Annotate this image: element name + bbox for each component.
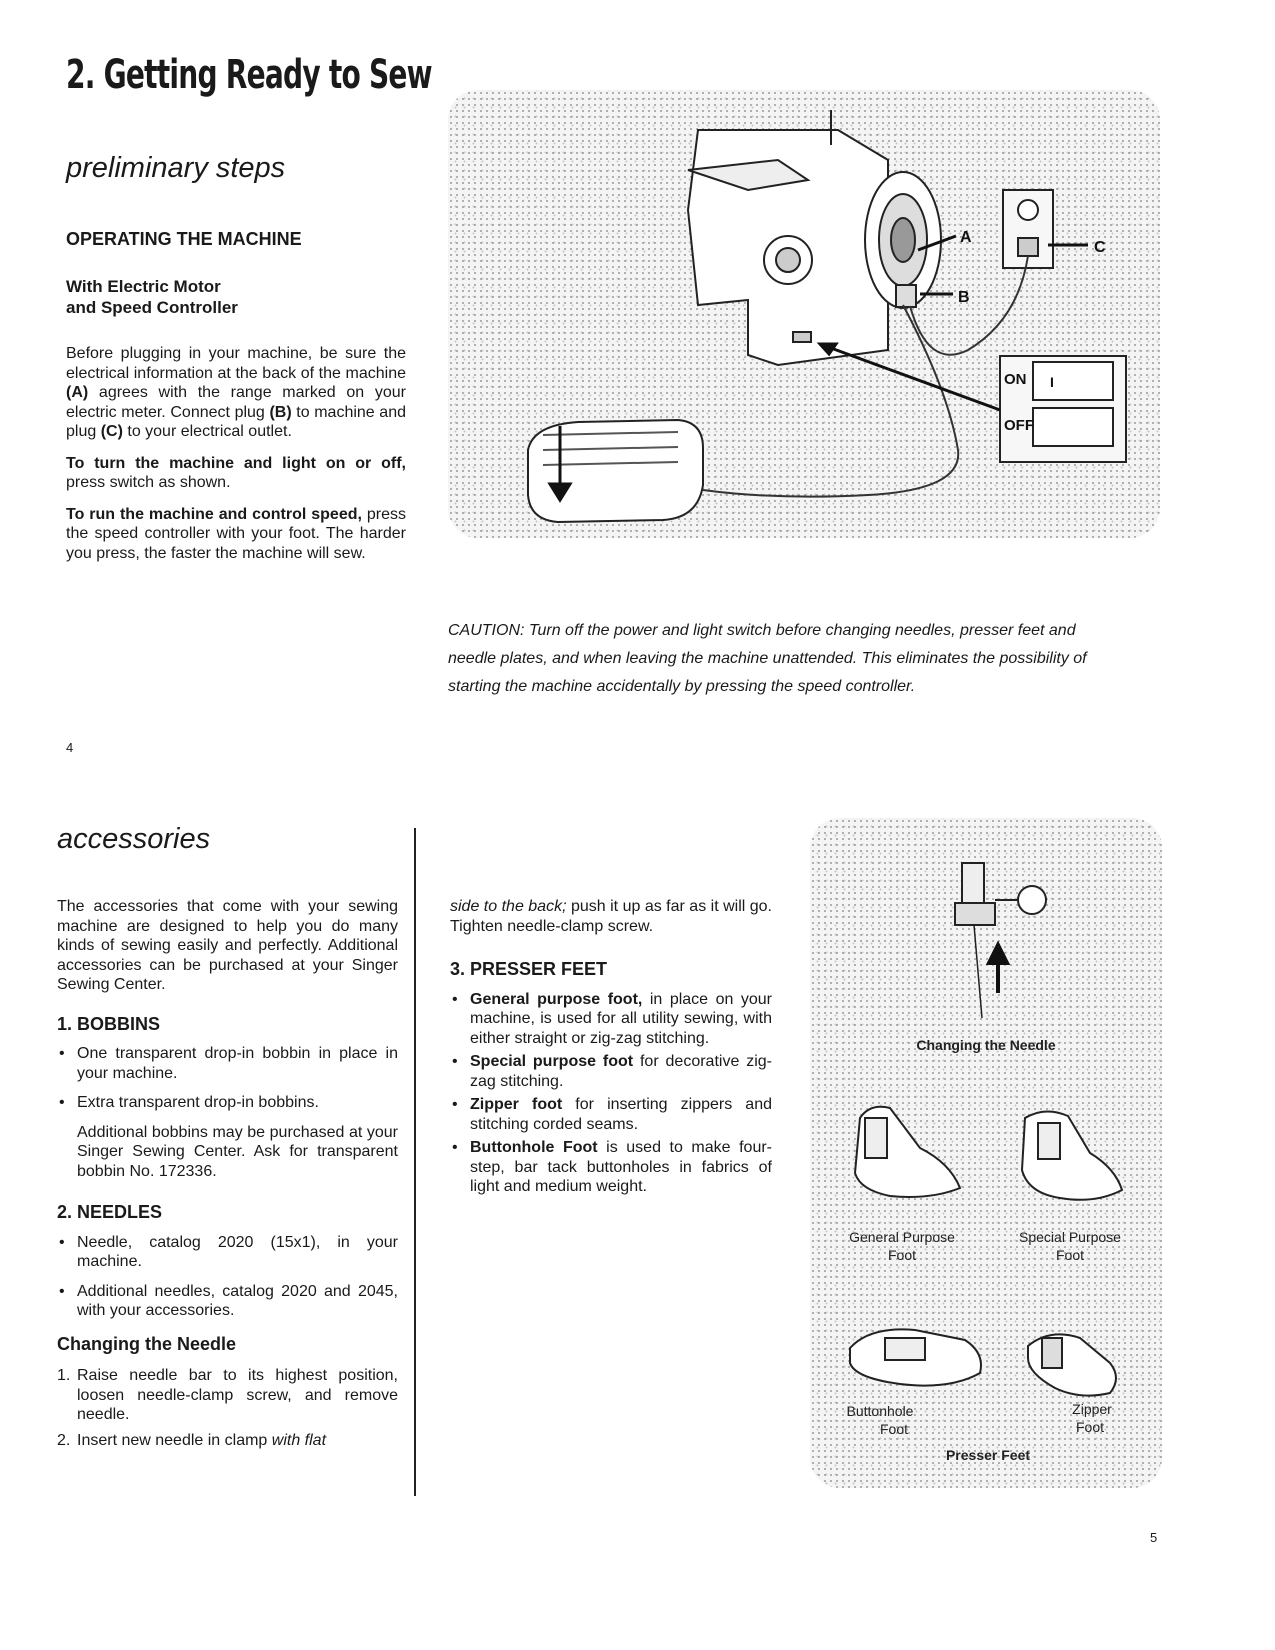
item-text: is used to make four-step, bar tack buttonholes in fabrics of light and medium weight. xyxy=(470,1139,773,1195)
para1-text4: to your electrical outlet. xyxy=(122,423,292,440)
para1-text2: agrees with the range marked on your electric meter. Connect plug xyxy=(66,384,406,421)
label-zipper-foot-2: Foot xyxy=(1075,1419,1105,1435)
subheading-line1: With Electric Motor xyxy=(66,277,221,296)
step-2 xyxy=(57,1431,398,1451)
changing-needle-steps xyxy=(57,1366,398,1450)
bobbins-note: Additional bobbins may be purchased at your Singer Sewing Center. Ask for transparent bobbin No. 172336. xyxy=(77,1123,398,1180)
heading-bobbins: 1. BOBBINS xyxy=(57,1013,161,1034)
para3-bold: To run the machine and control speed, xyxy=(66,505,362,523)
label-on: ON xyxy=(1004,371,1027,388)
accessories-left-column xyxy=(57,897,398,1456)
para-plugging xyxy=(66,344,406,442)
list-item: • Extra transparent drop-in bobbins. xyxy=(57,1093,398,1113)
label-switch-mark: I xyxy=(1050,374,1054,390)
step-1 xyxy=(57,1366,398,1425)
page-number-5: 5 xyxy=(1150,1530,1158,1545)
step-2-italic: with flat xyxy=(271,1431,327,1449)
list-item xyxy=(450,1095,772,1134)
label-buttonhole-foot-2: Foot xyxy=(879,1421,909,1437)
label-general-foot-2: Foot xyxy=(887,1247,917,1263)
label-off: OFF xyxy=(1004,417,1034,434)
label-c: C xyxy=(1094,239,1106,256)
label-general-foot-1: General Purpose xyxy=(849,1229,955,1245)
list-item xyxy=(450,1052,772,1091)
bobbins-list xyxy=(57,1044,398,1113)
para2-rest: press switch as shown. xyxy=(66,474,231,491)
item-bold: General purpose foot, xyxy=(470,990,643,1008)
step-2-text: Insert new needle in clamp xyxy=(77,1431,272,1449)
caption-changing-needle: Changing the Needle xyxy=(916,1037,1056,1053)
operating-text xyxy=(66,344,406,575)
list-item xyxy=(450,990,772,1049)
item-bold: Zipper foot xyxy=(470,1096,563,1113)
heading-presser-feet: 3. PRESSER FEET xyxy=(450,959,608,979)
para-switch xyxy=(66,454,406,493)
chapter-title: 2. Getting Ready to Sew xyxy=(66,52,432,98)
para2-bold: To turn the machine and light on or off, xyxy=(66,454,406,472)
para1-ref-b: (B) xyxy=(269,403,292,421)
item-bold: Special purpose foot xyxy=(470,1053,634,1070)
page-number-4: 4 xyxy=(66,740,74,755)
label-special-foot-1: Special Purpose xyxy=(1019,1229,1121,1245)
item-text: for decorative zig-zag stitching. xyxy=(470,1053,773,1090)
label-special-foot-2: Foot xyxy=(1055,1247,1085,1263)
heading-changing-needle: Changing the Needle xyxy=(57,1333,237,1354)
list-item: • One transparent drop-in bobbin in place in your machine. xyxy=(57,1044,398,1083)
label-b: B xyxy=(958,289,970,306)
heading-needles: 2. NEEDLES xyxy=(57,1202,163,1222)
step-2-cont-text: push it up as far as it will go. Tighten needle-clamp screw. xyxy=(450,898,772,935)
para1-ref-c: (C) xyxy=(100,423,123,440)
label-a: A xyxy=(960,229,972,246)
accessories-intro: The accessories that come with your sewing machine are designed to help you do many kinds of sewing easily and perfectly. Additional accessories can be purchased at your Singer Sewing Center. xyxy=(57,898,398,993)
list-item xyxy=(450,1138,772,1197)
item-text: in place on your machine, is used for all utility sewing, with either straight or zig-zag stitching. xyxy=(470,990,772,1047)
para1-text1: Before plugging in your machine, be sure the electrical information at the back of the machine xyxy=(66,345,406,382)
section-title-preliminary: preliminary steps xyxy=(66,152,286,184)
accessories-middle-column xyxy=(450,897,772,1201)
step-2-number: 2. xyxy=(57,1431,71,1449)
sewing-machine-drawing xyxy=(448,90,1160,538)
column-divider xyxy=(414,828,416,1496)
step-2-cont-italic: side to the back; xyxy=(450,898,567,915)
para3-rest: press the speed controller with your foot. The harder you press, the faster the machine will sew. xyxy=(66,505,406,562)
machine-illustration xyxy=(448,90,1160,538)
section-title-accessories: accessories xyxy=(57,823,211,855)
caution-text: CAUTION: Turn off the power and light switch before changing needles, presser feet and needle plates, and when leaving the machine unattended. This eliminates the possibility of starting the machine accidentally by pressing the speed controller. xyxy=(448,622,1087,695)
caption-presser-feet: Presser Feet xyxy=(945,1447,1031,1463)
item-bold: Buttonhole Foot xyxy=(470,1139,598,1156)
para1-text3: to machine and plug xyxy=(66,403,407,440)
needles-list xyxy=(57,1233,398,1321)
step-1-number: 1. xyxy=(57,1367,71,1384)
subheading-line2: and Speed Controller xyxy=(66,298,238,317)
list-item: • Additional needles, catalog 2020 and 2045, with your accessories. xyxy=(57,1282,398,1321)
step-2-continued xyxy=(450,897,772,936)
subheading-motor xyxy=(66,276,238,318)
accessories-illustration xyxy=(810,818,1162,1488)
heading-operating: OPERATING THE MACHINE xyxy=(66,229,302,249)
label-zipper-foot-1: Zipper xyxy=(1072,1401,1112,1417)
para-speed xyxy=(66,505,406,564)
item-text: for inserting zippers and stitching corded seams. xyxy=(470,1096,773,1133)
label-buttonhole-foot-1: Buttonhole xyxy=(846,1403,914,1419)
presser-feet-list xyxy=(450,990,772,1197)
step-1-text: Raise needle bar to its highest position, loosen needle-clamp screw, and remove needle. xyxy=(77,1367,398,1423)
list-item: • Needle, catalog 2020 (15x1), in your machine. xyxy=(57,1233,398,1272)
presser-feet-drawing xyxy=(810,818,1162,1488)
para1-ref-a: (A) xyxy=(66,384,89,401)
